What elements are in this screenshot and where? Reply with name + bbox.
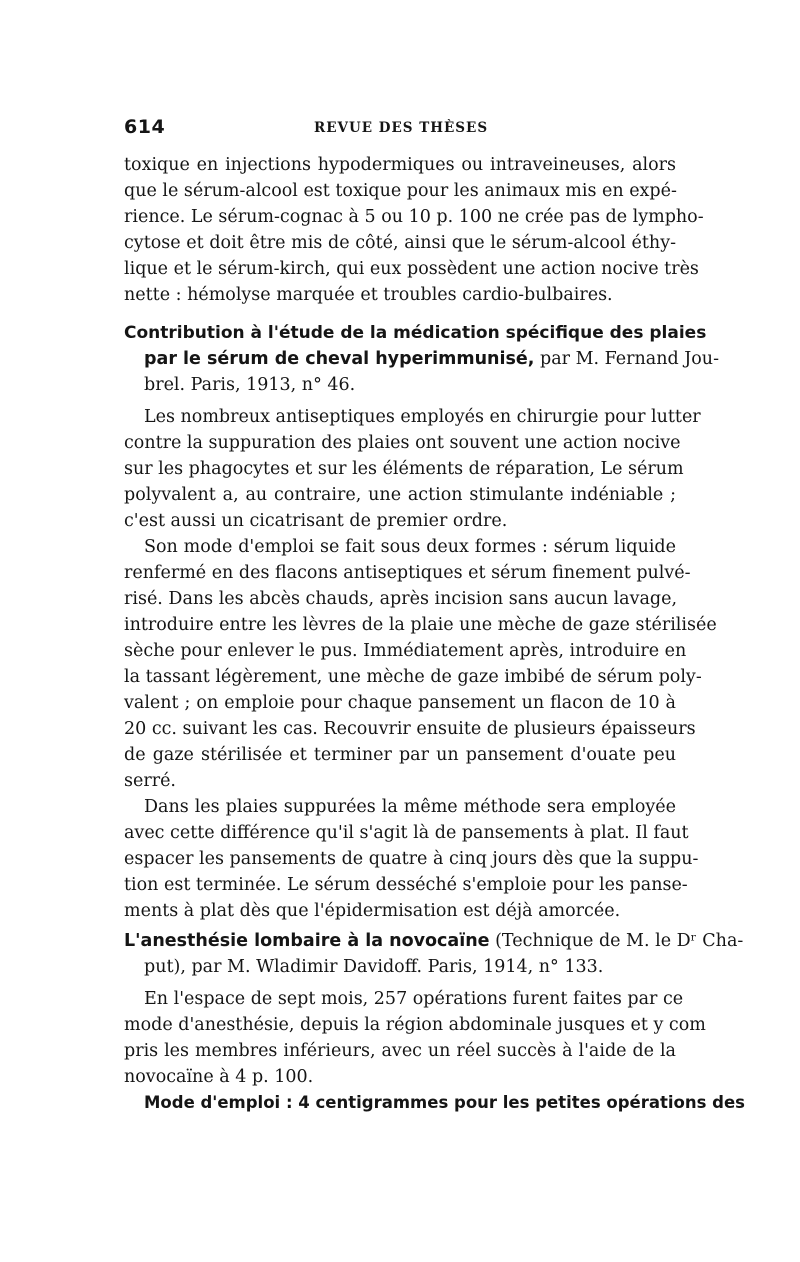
text-line: En l'espace de sept mois, 257 opérations furent faites par ce: [144, 989, 684, 1009]
text-line: risé. Dans les abcès chauds, après incision sans aucun lavage,: [124, 589, 678, 609]
text-line: Dans les plaies suppurées la même méthode sera employée: [144, 797, 676, 817]
text-line: introduire entre les lèvres de la plaie une mèche de gaze stérilisée: [124, 615, 717, 635]
text-line: tion est terminée. Le sérum desséché s'emploie pour les panse-: [124, 875, 688, 895]
title-rest: (Technique de M. le Dʳ Cha-: [489, 931, 744, 951]
text-line: cytose et doit être mis de côté, ainsi que le sérum-alcool éthy-: [124, 233, 676, 253]
text-line: rience. Le sérum-cognac à 5 ou 10 p. 100 ne crée pas de lympho-: [124, 207, 704, 227]
text-line: ments à plat dès que l'épidermisation est déjà amorcée.: [124, 901, 621, 921]
text-line: polyvalent a, au contraire, une action stimulante indéniable ;: [124, 485, 676, 505]
title-line: Contribution à l'étude de la médication spécifique des plaies: [124, 323, 707, 343]
title-bold-part: L'anesthésie lombaire à la novocaïne: [124, 931, 490, 951]
text-line: c'est aussi un cicatrisant de premier ordre.: [124, 511, 508, 531]
text-line: Mode d'emploi : 4 centigrammes pour les petites opérations des: [144, 1093, 746, 1112]
text-line: sur les phagocytes et sur les éléments de réparation, Le sérum: [124, 459, 684, 479]
text-line: Son mode d'emploi se fait sous deux formes : sérum liquide: [144, 537, 676, 557]
page-number: 614: [124, 116, 166, 138]
title-line: [144, 346, 719, 372]
text-line: de gaze stérilisée et terminer par un pansement d'ouate peu: [124, 745, 676, 765]
title-line: brel. Paris, 1913, n° 46.: [144, 375, 356, 395]
running-head: REVUE DES THÈSES: [314, 120, 489, 136]
title-author: par M. Fernand Jou-: [534, 349, 719, 369]
title-bold-part: par le sérum de cheval hyperimmunisé,: [144, 349, 535, 369]
text-line: toxique en injections hypodermiques ou intraveineuses, alors: [124, 155, 676, 175]
text-line: espacer les pansements de quatre à cinq jours dès que la suppu-: [124, 849, 699, 869]
text-line: 20 cc. suivant les cas. Recouvrir ensuite de plusieurs épaisseurs: [124, 719, 696, 739]
text-line: serré.: [124, 771, 176, 791]
text-line: la tassant légèrement, une mèche de gaze imbibé de sérum poly-: [124, 667, 702, 687]
title-line: put), par M. Wladimir Davidoff. Paris, 1914, n° 133.: [144, 957, 604, 977]
text-line: novocaïne à 4 p. 100.: [124, 1067, 314, 1087]
text-line: nette : hémolyse marquée et troubles cardio-bulbaires.: [124, 285, 613, 305]
title-line: [124, 928, 744, 954]
text-line: valent ; on emploie pour chaque pansement un flacon de 10 à: [124, 693, 676, 713]
text-line: pris les membres inférieurs, avec un réel succès à l'aide de la: [124, 1041, 676, 1061]
text-line: lique et le sérum-kirch, qui eux possèdent une action nocive très: [124, 259, 699, 279]
text-line: que le sérum-alcool est toxique pour les animaux mis en expé-: [124, 181, 677, 201]
text-line: Les nombreux antiseptiques employés en chirurgie pour lutter: [144, 407, 701, 427]
text-line: mode d'anesthésie, depuis la région abdominale jusques et y com: [124, 1015, 706, 1035]
text-line: renfermé en des flacons antiseptiques et sérum finement pulvé-: [124, 563, 691, 583]
text-line: contre la suppuration des plaies ont souvent une action nocive: [124, 433, 681, 453]
text-line: avec cette différence qu'il s'agit là de pansements à plat. Il faut: [124, 823, 689, 843]
page-header: [124, 116, 676, 144]
text-line: sèche pour enlever le pus. Immédiatement après, introduire en: [124, 641, 687, 661]
